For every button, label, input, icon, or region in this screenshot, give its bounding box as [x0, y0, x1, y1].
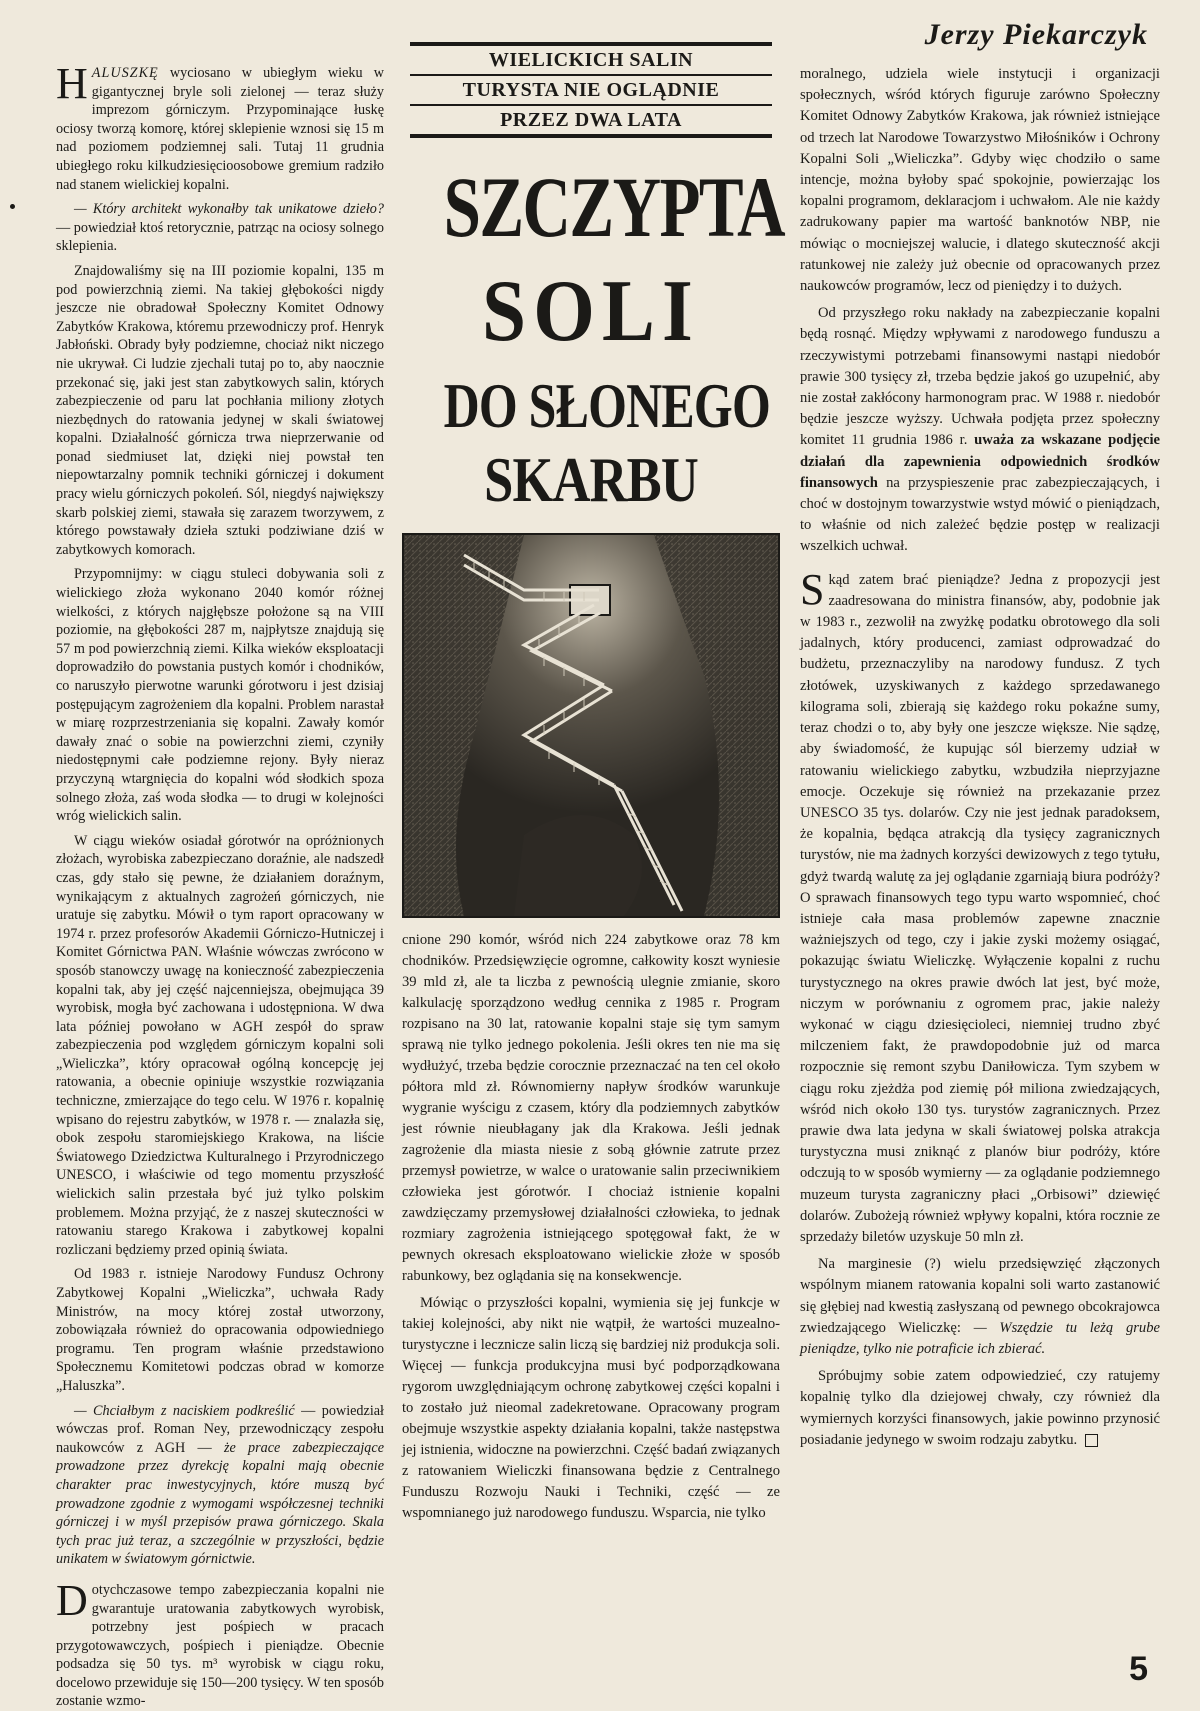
headline-title-line: DO SŁONEGO [443, 370, 771, 441]
paragraph [800, 1254, 1160, 1360]
paragraph [800, 303, 1160, 557]
photo-illustration [404, 535, 778, 916]
paragraph: cnione 290 komór, wśród nich 224 zabytkowe oraz 78 km chodników. Przedsięwzięcie ogromne, całkowity koszt wyniesie 39 mld zł, ale ta liczba z pewnością ulegnie zmianie, skoro kalkulację sporządzono według cennika z 1985 r. Program rozpisano na 30 lat, ratowanie kopalni staje się tym samym sprawą nie tylko jednego pokolenia. Jeśli okres ten nie ma się wydłużyć, trzeba będzie corocznie przeznaczać na ten cel około półtora mld zł. Równomierny napływ środków warunkuje wygranie wyścigu z czasem, który dla podziemnych zabytków jest równie nieubłagany jak dla Krakowa. Jeśli jednak zagrożenie dla miasta niesie z sobą głównie zatrute przez przemysł powietrze, w walce o uratowanie salin przeciwnikiem człowieka jest górotwór. I chociaż istnienie kopalni zawdzięczamy przemysłowej działalności człowieka, to jednak rozmiary zagrożenia istniejącego spotęgował fakt, że w pewnych okresach eksploatowano wielickie złoże w sposób rabunkowy, bez oglądania się na konsekwencje. [402, 932, 780, 1284]
quote-text: — Który architekt wykonałby tak unikatowe dzieło? [74, 201, 384, 218]
paragraph: Od 1983 r. istnieje Narodowy Fundusz Ochrony Zabytkowej Kopalni „Wieliczka”, uchwała Rady Ministrów, na mocy której został utworzony, zobowiązała również do opracowania odpowiedniego programu. Ten program właśnie przedstawiono Społecznemu Komitetowi podczas obrad w komorze „Haluszka”. [56, 1266, 384, 1394]
quote-text: — Chciałbym z naciskiem podkreślić [74, 1402, 295, 1419]
paragraph-text: Na marginesie (?) wielu przedsięwzięć złączonych wspólnym mianem ratowania kopalni soli warto zastanowić się głębiej nad kwestią zasłyszaną od pewnego obcokrajowca zwiedzającego Wieliczkę: [800, 1256, 1160, 1336]
paragraph [56, 1402, 384, 1569]
drop-cap: S [800, 564, 825, 614]
margin-dot [10, 204, 15, 209]
lead-word: ALUSZKĘ [91, 65, 159, 81]
author-byline: Jerzy Piekarczyk [924, 18, 1148, 51]
quote-text: że prace zabezpieczające prowadzone przez dyrekcję kopalni mają obecnie charakter prac inwestycyjnych, które muszą być prowadzone zgodnie z wymogami współczesnej techniki górniczej i w myśl przepisów prawa górniczego. Skala tych prac już teraz, a szczególnie w przyszłości, będzie unikatem w światowym górnictwie. [56, 1439, 384, 1568]
paragraph-text: otychczasowe tempo zabezpieczania kopalni nie gwarantuje uratowania zabytkowych wyrobisk, potrzebny jest pośpiech w pracach przygotowawczych, pośpiech i pieniądze. Obecnie podsadza się 50 tys. m³ wyrobisk w ciągu roku, docelowo przewiduje się 150—200 tysięcy. W ten sposób zostanie wzmo- [56, 1581, 384, 1710]
kicker-line: TURYSTA NIE OGLĄDNIE [462, 79, 720, 101]
headline-title-line: SKARBU [484, 444, 698, 515]
paragraph [800, 564, 1160, 1249]
paragraph: Przypomnijmy: w ciągu stuleci dobywania soli z wielickiego złoża wykonano 2040 komór różnej wielkości, z których najgłębsze położone są na VIII poziomie, na głębokości 287 m, najpłytsze znajdują się 57 m pod powierzchnią ziemi. Kilka wieków eksploatacji doprowadziło do powstania pustych komór i chodników, co naruszyło pierwotne warunki górotworu i jest dzisiaj postępującym zagrożeniem dla kopalni. Problem narastał w miarę rozprzestrzeniania się kopalni. Zawały komór dawały znać o sobie na powierzchni ziemi, czyniły niedostępnymi całe podziemne rejony. Były nieraz przyczyną wtargnięcia do kopalni wód słodkich spoza solnego złoża, zaś woda słodka — to drugi w kolejności wróg wielickich salin. [56, 566, 384, 825]
paragraph-text: na przyspieszenie prac zabezpieczających, i choć w dostojnym towarzystwie wstyd mówić o pieniądzach, to właśnie od nich zależeć będzie postęp w realizacji wszelkich uchwał. [800, 474, 1160, 555]
paragraph-text: Od przyszłego roku nakłady na zabezpieczanie kopalni będą rosnąć. Między wpływami z narodowego funduszu a rzeczywistymi potrzebami finansowymi nastąpi niedobór prawie 300 tysięcy zł, trzeba będzie jakoś go uzupełnić, aby nie został zakłócony harmonogram prac. W 1988 r. niedobór będzie jeszcze wyższy. Uchwała podjęta przez społeczny komitet 11 grudnia 1986 r. [800, 305, 1160, 449]
headline-title-line: SZCZYPTA [443, 159, 784, 255]
headline-block [402, 42, 784, 515]
drop-cap: D [56, 1575, 88, 1625]
article-column-2 [402, 930, 780, 1670]
salt-mine-staircase-photo [402, 533, 780, 918]
paragraph-text: wyciosano w ubiegłym wieku w gigantycznej bryle soli zielonej — teraz służy imprezom górniczym. Przypominające łuskę ociosy tworzą komorę, której sklepienie wznosi się 15 m nad poziomem podziemnej sali. Tutaj 11 grudnia ubiegłego roku kilkudziesięcioosobowe gremium radziło nad stanem wielickiej kopalni. [56, 65, 384, 193]
paragraph [56, 200, 384, 256]
paragraph: moralnego, udziela wiele instytucji i organizacji społecznych, wśród których figuruje zarówno Społeczny Komitet Odnowy Zabytków Krakowa, jak również istniejące od trzech lat Narodowe Towarzystwo Miłośników i Ochrony Kopalni Soli „Wieliczka”. Gdyby więc chodziło o same intencje, można byłoby spać spokojnie, powierzając los kopalni programom, deklaracjom i uchwałom. Ale nie każdy zadrukowany papier ma wartość banknotów NBP, nie mówiąc o mocniejszej walucie, i dlatego skuteczność akcji ratunkowej nie zależy już obecnie od opracowanych przez naukowców programów, lecz od pieniędzy i to dużych. [800, 66, 1160, 295]
paragraph: Mówiąc o przyszłości kopalni, wymienia się jej funkcje w takiej kolejności, aby nikt nie wątpił, że wartości muzealno-turystyczne i lecznicze salin liczą się bardziej niż produkcja soli. Więcej — funkcja produkcyjna musi być podporządkowana rygorom uwzględniającym ochronę zabytkowej części kopalni i to zostało już nieomal zadekretowane. Opracowany program obejmuje wszystkie aspekty działania kopalni, także następstwa jej istnienia, widoczne na powierzchni. Część badań związanych z ratowaniem Wieliczki finansowana będzie z Centralnego Funduszu Rozwoju Nauki i Techniki, część — ze wspomnianego już narodowego funduszu. Wsparcia, nie tylko [402, 1295, 780, 1521]
paragraph: Znajdowaliśmy się na III poziomie kopalni, 135 m pod powierzchnią ziemi. Na takiej głębokości nigdy jeszcze nie obradował Społeczny Komitet Odnowy Zabytków Krakowa, któremu przewodniczy prof. Henryk Jabłoński. Obrady były podziemne, chociaż nikt niczego nie ukrywał. Ci ludzie zjechali tutaj po to, aby naocznie przekonać się, jaki jest stan zabytkowych salin, których zabezpieczenie od paru lat pochłania miliony złotych niezbędnych do ratowania jedynej w skali światowej kopalni. Działalność górnicza trwa nieprzerwanie od ponad siedmiuset lat, dzięki niej powstał ten niepowtarzalny pomnik techniki górniczej i dokument pracy wielu górniczych pokoleń. Sól, niegdyś największy skarb polskiej ziemi, stawała się zarazem tworzywem, z którego powstawały dzieła sztuki podziwiane dziś w zabytkowych komorach. [56, 262, 384, 558]
page-number: 5 [1129, 1650, 1148, 1688]
drop-cap: H [56, 59, 88, 108]
article-column-1 [56, 59, 385, 1710]
paragraph [56, 1575, 384, 1711]
kicker-line: PRZEZ DWA LATA [500, 109, 682, 131]
rule-line [410, 134, 772, 138]
paragraph-text: kąd zatem brać pieniądze? Jedna z propozycji jest zaadresowana do ministra finansów, aby, podobnie jak w 1983 r., zezwolił na zwyżkę podatku obrotowego dla soli jadalnych, który producenci, zamiast odprowadzać do budżetu, przeznaczyliby na narodowy fundusz. Z tych złotówek, uzyskiwanych z każdego sprzedawanego kilograma soli, zbierają się każdego roku pokaźne sumy, teraz chodzi o to, aby były one jeszcze większe. Nie sądzę, aby świadomość, że kupując sól bierzemy udział w ratowaniu wielickiego zabytku, wzbudziła nieprzyjazne emocje. Oczekuje się również na przekazanie przez UNESCO 35 tys. dolarów. Czy nie jest jednak paradoksem, że kopalnia, będąca atrakcją dla tysięcy zagranicznych turystów, nie ma żadnych korzyści dewizowych z tego tytułu, gdyż twardą walutę za jej oglądanie zgarniają biura podróży? O sprawach finansowych tego typu warto wspomnieć, choć istnieje cała masa problemów zapewne znacznie ważniejszych od tego, czy i jakie zyski możemy osiągać, pokazując światu Wieliczkę. Wyłączenie kopalni z ruchu turystycznego na okres prawie dwóch lat jest, być może, niczym w porównaniu z ogromem prac, jakie należy wykonać w ciągu dziesięcioleci, niemniej trudno zbyć milczeniem fakt, że prawdopodobnie już od marca rozpocznie się remont szybu Daniłowicza. Tym szybem w ciągu roku zjeżdża pod ziemię pół miliona zwiedzających, wśród nich około 130 tys. turystów zagranicznych. Przez prawie dwa lata jedyna w skali światowej polska atrakcja turystyczna musi zniknąć z planów biur podróży, które odczują to w sposób wymierny — za oglądanie podziemnego muzeum turysta zagraniczny płaci „Orbisowi” dziewięć dolarów. Zubożeją również wpływy kopalni, która rocznie ze sprzedaży biletów uzyskuje 50 mln zł. [800, 571, 1160, 1245]
paragraph-text: — powiedział wówczas prof. Roman Ney, przewodniczący zespołu naukowców z AGH — [56, 1402, 385, 1456]
article-column-3 [800, 64, 1160, 1664]
paragraph [800, 1366, 1160, 1451]
paragraph [56, 59, 384, 194]
kicker-line: WIELICKICH SALIN [488, 49, 694, 71]
end-mark-icon [1085, 1434, 1098, 1447]
paragraph-text: Spróbujmy sobie zatem odpowiedzieć, czy ratujemy kopalnię tylko dla dziejowej chwały, czy również dla wymiernych korzyści finansowych, jakie powinno przynosić posiadanie jedynego w swoim rodzaju zabytku. [800, 1368, 1160, 1448]
paragraph-text: — powiedział ktoś retorycznie, patrząc na ociosy solnego sklepienia. [56, 219, 384, 255]
emphasis-text: uważa za wskazane podjęcie działań dla zapewnienia odpowiednich środków finansowych [800, 432, 1160, 491]
quote-text: — Wszędzie tu leżą grube pieniądze, tylko nie potraficie ich zbierać. [800, 1319, 1161, 1357]
headline-title-line: SOLI [481, 263, 701, 360]
paragraph: W ciągu wieków osiadał górotwór na opróżnionych złożach, wyrobiska zabezpieczano doraźnie, ale nadszedł czas, gdy stało się pewne, że działaniem doraźnym, wynikającym z aktualnych zagrożeń górniczych, nie uratuje się zabytku. Mówił o tym raport opracowany w 1974 r. przez profesorów Akademii Górniczo-Hutniczej i Komitet Górnictwa PAN. Właśnie wówczas zwrócono w sposób stanowczy uwagę na konieczność zabezpieczenia kopalni tak, aby jej część najcenniejsza, obejmująca 39 wyrobisk, mogła być zachowana i udostępniona. W dwa lata później powołano w AGH zespół do spraw zabezpieczenia pod względem górniczym kopalni soli „Wieliczka”, który opracował ogólną koncepcję jej ratowania, a obecnie opiniuje wszystkie rozwiązania techniczne, zmierzające do tego celu. W 1976 r. kopalnię wpisano do rejestru zabytków, w 1978 r. — znalazła się, obok zespołu staromiejskiego Krakowa, na liście Światowego Dziedzictwa Kulturalnego i Przyrodniczego UNESCO, i właściwie od tego momentu przyszłość wielickich salin przestała być już tylko polskim problemem. Można przyjąć, że z naszej skuteczności w ratowaniu starego Krakowa i zabytkowej kopalni rozliczani będziemy przed opinią świata. [56, 832, 384, 1258]
